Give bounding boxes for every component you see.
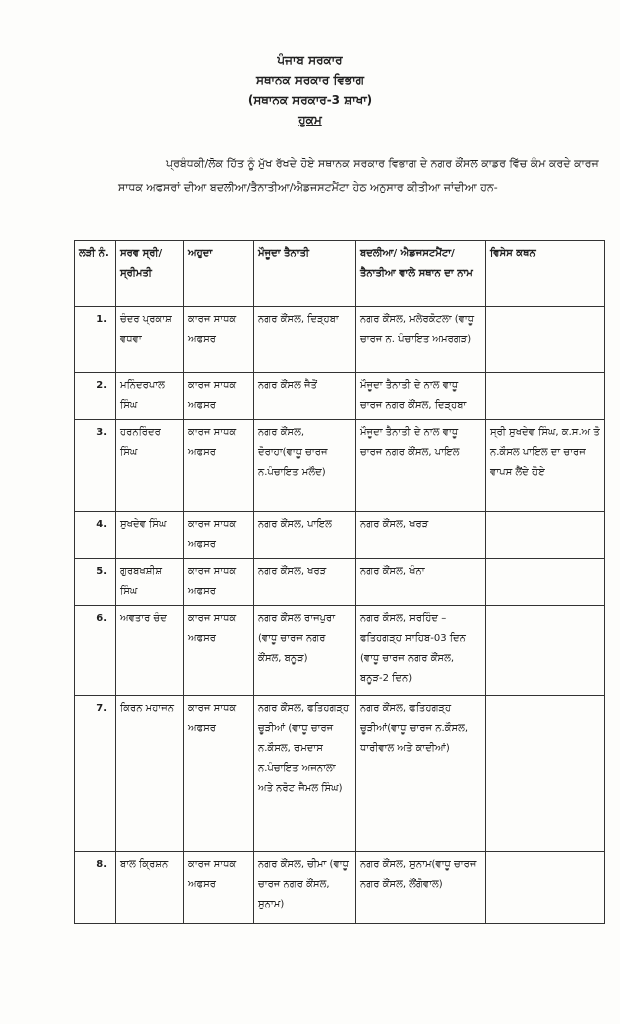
cell-sr: 2. <box>75 373 116 420</box>
table-row <box>75 420 605 512</box>
cell-current-posting: ਨਗਰ ਕੌਂਸਲ, ਫਤਿਹਗੜ੍ਹ ਚੂੜੀਆਂ (ਵਾਧੂ ਚਾਰਜ ਨ.ਕੌਸਲ, ਰਮਦਾਸ ਨ.ਪੰਚਾਇਤ ਅਜਨਾਲਾ ਅਤੇ ਨਰੋਟ ਜੈਮਲ ਸਿੰਘ) <box>254 696 356 852</box>
cell-designation: ਕਾਰਜ ਸਾਧਕ ਅਫਸਰ <box>184 696 254 852</box>
header-designation: ਅਹੁਦਾ <box>184 241 254 307</box>
table-header-row <box>75 241 605 307</box>
cell-new-posting: ਨਗਰ ਕੌਂਸਲ, ਖੰਨਾ <box>356 559 486 606</box>
cell-current-posting: ਨਗਰ ਕੌਂਸਲ, ਖਰੜ <box>254 559 356 606</box>
cell-current-posting: ਨਗਰ ਕੌਂਸਲ, ਪਾਇਲ <box>254 512 356 559</box>
cell-new-posting: ਮੌਜੂਦਾ ਤੈਨਾਤੀ ਦੇ ਨਾਲ ਵਾਧੂ ਚਾਰਜ ਨਗਰ ਕੌਂਸਲ, ਦਿੜ੍ਹਬਾ <box>356 373 486 420</box>
cell-new-posting: ਨਗਰ ਕੌਂਸਲ, ਫਤਿਹਗੜ੍ਹ ਚੂੜੀਆਂ(ਵਾਧੂ ਚਾਰਜ ਨ.ਕੌਸਲ, ਧਾਰੀਵਾਲ ਅਤੇ ਕਾਦੀਆਂ) <box>356 696 486 852</box>
cell-sr: 1. <box>75 307 116 373</box>
cell-current-posting: ਨਗਰ ਕੌਂਸਲ, ਦੋਰਾਹਾ(ਵਾਧੂ ਚਾਰਜ ਨ.ਪੰਚਾਇਤ ਮਲੌਦ) <box>254 420 356 512</box>
cell-sr: 7. <box>75 696 116 852</box>
cell-name: ਅਵਤਾਰ ਚੰਦ <box>116 606 184 696</box>
cell-current-posting: ਨਗਰ ਕੌਂਸਲ ਰਾਜਪੁਰਾ (ਵਾਧੂ ਚਾਰਜ ਨਗਰ ਕੌਂਸਲ, ਬਨੂੜ) <box>254 606 356 696</box>
government-title: ਪੰਜਾਬ ਸਰਕਾਰ <box>277 53 343 67</box>
table-row <box>75 559 605 606</box>
document-header <box>0 50 620 130</box>
cell-sr: 6. <box>75 606 116 696</box>
cell-designation: ਕਾਰਜ ਸਾਧਕ ਅਫਸਰ <box>184 307 254 373</box>
cell-designation: ਕਾਰਜ ਸਾਧਕ ਅਫਸਰ <box>184 559 254 606</box>
table-row <box>75 307 605 373</box>
cell-name: ਚੰਦਰ ਪ੍ਰਕਾਸ਼ ਵਧਵਾ <box>116 307 184 373</box>
table-row <box>75 852 605 924</box>
cell-remarks <box>486 373 605 420</box>
cell-designation: ਕਾਰਜ ਸਾਧਕ ਅਫਸਰ <box>184 852 254 924</box>
table-row <box>75 512 605 559</box>
intro-paragraph: ਪ੍ਰਬੰਧਕੀ/ਲੋਕ ਹਿੱਤ ਨੂੰ ਮੁੱਖ ਰੱਖਦੇ ਹੋਏ ਸਥਾਨਕ ਸਰਕਾਰ ਵਿਭਾਗ ਦੇ ਨਗਰ ਕੌਂਸਲ ਕਾਡਰ ਵਿੱਚ ਕੰਮ ਕਰਦੇ ਕਾਰਜ ਸਾਧਕ ਅਫਸਰਾਂ ਦੀਆ ਬਦਲੀਆ/ਤੈਨਾਤੀਆ/ਐਡਜਸਟਮੈਂਟਾ ਹੇਠ ਅਨੁਸਾਰ ਕੀਤੀਆ ਜਾਂਦੀਆ ਹਨ- <box>118 157 599 194</box>
cell-current-posting: ਨਗਰ ਕੌਂਸਲ ਜੈਤੋਂ <box>254 373 356 420</box>
cell-name: ਕਿਰਨ ਮਹਾਜਨ <box>116 696 184 852</box>
cell-remarks <box>486 559 605 606</box>
cell-sr: 4. <box>75 512 116 559</box>
cell-remarks: ਸ੍ਰੀ ਸੁਖਦੇਵ ਸਿੰਘ, ਕ.ਸ.ਅ ਤੋ ਨ.ਕੌਸਲ ਪਾਇਲ ਦਾ ਚਾਰਜ ਵਾਪਸ ਲੈਂਦੇ ਹੋਏ <box>486 420 605 512</box>
cell-designation: ਕਾਰਜ ਸਾਧਕ ਅਫਸਰ <box>184 606 254 696</box>
cell-name: ਬਾਲ ਕ੍ਰਿਸ਼ਨ <box>116 852 184 924</box>
cell-remarks <box>486 512 605 559</box>
cell-designation: ਕਾਰਜ ਸਾਧਕ ਅਫਸਰ <box>184 420 254 512</box>
order-title: ਹੁਕਮ <box>298 113 322 127</box>
table-row <box>75 696 605 852</box>
cell-new-posting: ਮੌਜੂਦਾ ਤੈਨਾਤੀ ਦੇ ਨਾਲ ਵਾਧੂ ਚਾਰਜ ਨਗਰ ਕੌਂਸਲ, ਪਾਇਲ <box>356 420 486 512</box>
cell-remarks <box>486 606 605 696</box>
cell-designation: ਕਾਰਜ ਸਾਧਕ ਅਫਸਰ <box>184 373 254 420</box>
branch-title: (ਸਥਾਨਕ ਸਰਕਾਰ-3 ਸ਼ਾਖਾ) <box>247 93 373 107</box>
header-sr: ਲੜੀ ਨੰ. <box>75 241 116 307</box>
cell-name: ਗੁਰਬਖਸ਼ੀਸ਼ ਸਿੰਘ <box>116 559 184 606</box>
cell-current-posting: ਨਗਰ ਕੌਂਸਲ, ਚੀਮਾ (ਵਾਧੂ ਚਾਰਜ ਨਗਰ ਕੌਂਸਲ, ਸੁਨਾਮ) <box>254 852 356 924</box>
cell-name: ਮਨਿੰਦਰਪਾਲ ਸਿੰਘ <box>116 373 184 420</box>
cell-sr: 3. <box>75 420 116 512</box>
table-body <box>75 307 605 924</box>
cell-designation: ਕਾਰਜ ਸਾਧਕ ਅਫਸਰ <box>184 512 254 559</box>
table-row <box>75 606 605 696</box>
cell-new-posting: ਨਗਰ ਕੌਂਸਲ, ਸੁਨਾਮ(ਵਾਧੂ ਚਾਰਜ ਨਗਰ ਕੌਂਸਲ, ਲੌਂਗੋਵਾਲ) <box>356 852 486 924</box>
cell-remarks <box>486 852 605 924</box>
transfer-table <box>74 240 605 924</box>
department-title: ਸਥਾਨਕ ਸਰਕਾਰ ਵਿਭਾਗ <box>255 73 365 87</box>
cell-current-posting: ਨਗਰ ਕੌਂਸਲ, ਦਿੜ੍ਹਬਾ <box>254 307 356 373</box>
cell-new-posting: ਨਗਰ ਕੌਸਲ, ਸਰਹਿੰਦ – ਫਤਿਹਗੜ੍ਹ ਸਾਹਿਬ-03 ਦਿਨ (ਵਾਧੂ ਚਾਰਜ ਨਗਰ ਕੌਂਸਲ, ਬਨੂੜ-2 ਦਿਨ) <box>356 606 486 696</box>
header-remarks: ਵਿਸੇਸ ਕਥਨ <box>486 241 605 307</box>
cell-sr: 8. <box>75 852 116 924</box>
header-current-posting: ਮੌਜੂਦਾ ਤੈਨਾਤੀ <box>254 241 356 307</box>
cell-remarks <box>486 307 605 373</box>
cell-name: ਹਰਨਰਿੰਦਰ ਸਿੰਘ <box>116 420 184 512</box>
cell-name: ਸੁਖਦੇਵ ਸਿੰਘ <box>116 512 184 559</box>
cell-new-posting: ਨਗਰ ਕੌਂਸਲ, ਮਲੇਰਕੋਟਲਾ (ਵਾਧੂ ਚਾਰਜ ਨ. ਪੰਚਾਇਤ ਅਮਰਗੜ) <box>356 307 486 373</box>
cell-new-posting: ਨਗਰ ਕੌਂਸਲ, ਖਰੜ <box>356 512 486 559</box>
table-row <box>75 373 605 420</box>
cell-sr: 5. <box>75 559 116 606</box>
header-new-posting: ਬਦਲੀਆ/ ਐਡਜਸਟਮੈਂਟਾ/ ਤੈਨਾਤੀਆ ਵਾਲੇ ਸਥਾਨ ਦਾ ਨਾਮ <box>356 241 486 307</box>
cell-remarks <box>486 696 605 852</box>
header-name: ਸਰਵ ਸ੍ਰੀ/ਸ੍ਰੀਮਤੀ <box>116 241 184 307</box>
